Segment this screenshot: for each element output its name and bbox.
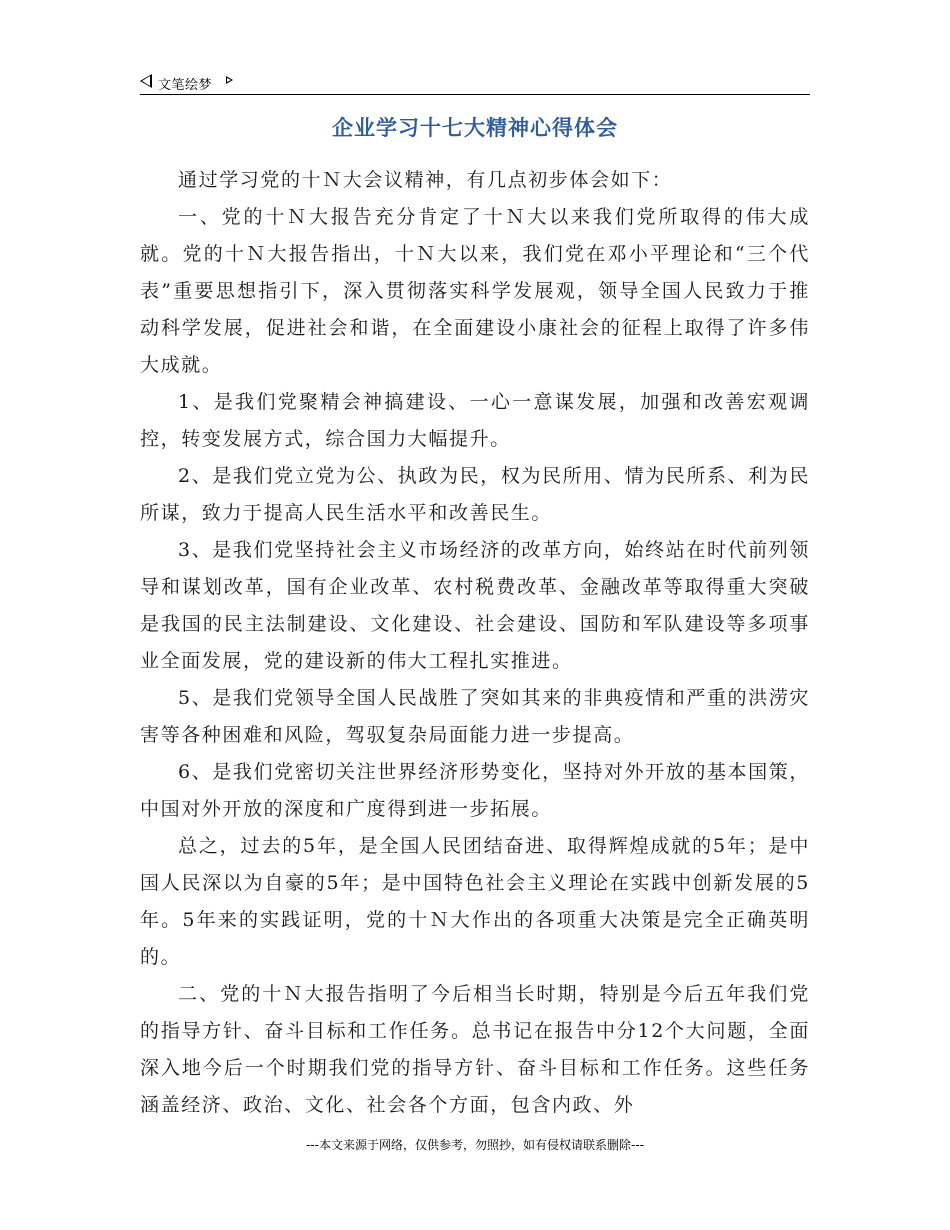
document-title: 企业学习十七大精神心得体会	[332, 116, 618, 140]
page-header	[140, 66, 810, 95]
paragraph: 3、是我们党坚持社会主义市场经济的改革方向，始终站在时代前列领导和谋划改革，国有企业改革、农村税费改革、金融改革等取得重大突破是我国的民主法制建设、文化建设、社会建设、国防和军队建设等多项事业全面发展，党的建设新的伟大工程扎实推进。	[140, 539, 810, 672]
header-brand: 文笔绘梦	[158, 78, 213, 93]
triangle-right-icon	[226, 76, 233, 84]
triangle-left-icon	[140, 74, 152, 88]
paragraph: 一、党的十Ｎ大报告充分肯定了十Ｎ大以来我们党所取得的伟大成就。党的十Ｎ大报告指出，十Ｎ大以来，我们党在邓小平理论和“三个代表”重要思想指引下，深入贯彻落实科学发展观，领导全国人民致力于推动科学发展，促进社会和谐，在全面建设小康社会的征程上取得了许多伟大成就。	[140, 206, 810, 376]
paragraph: 二、党的十Ｎ大报告指明了今后相当长时期，特别是今后五年我们党的指导方针、奋斗目标和工作任务。总书记在报告中分12个大问题，全面深入地今后一个时期我们党的指导方针、奋斗目标和工作任务。这些任务涵盖经济、政治、文化、社会各个方面，包含内政、外	[140, 983, 810, 1116]
paragraph: 2、是我们党立党为公、执政为民，权为民所用、情为民所系、利为民所谋，致力于提高人民生活水平和改善民生。	[140, 465, 810, 524]
paragraph: 1、是我们党聚精会神搞建设、一心一意谋发展，加强和改善宏观调控，转变发展方式，综合国力大幅提升。	[140, 391, 810, 450]
document-body	[140, 162, 810, 1124]
paragraph: 总之，过去的5年，是全国人民团结奋进、取得辉煌成就的5年；是中国人民深以为自豪的5年；是中国特色社会主义理论在实践中创新发展的5年。5年来的实践证明，党的十Ｎ大作出的各项重大决策是完全正确英明的。	[140, 835, 810, 968]
paragraph: 6、是我们党密切关注世界经济形势变化，坚持对外开放的基本国策，中国对外开放的深度和广度得到进一步拓展。	[140, 761, 810, 820]
footer-notice: ---本文来源于网络，仅供参考，勿照抄，如有侵权请联系删除---	[306, 1138, 644, 1152]
paragraph: 5、是我们党领导全国人民战胜了突如其来的非典疫情和严重的洪涝灾害等各种困难和风险，驾驭复杂局面能力进一步提高。	[140, 687, 810, 746]
paragraph: 通过学习党的十Ｎ大会议精神，有几点初步体会如下：	[178, 169, 673, 191]
